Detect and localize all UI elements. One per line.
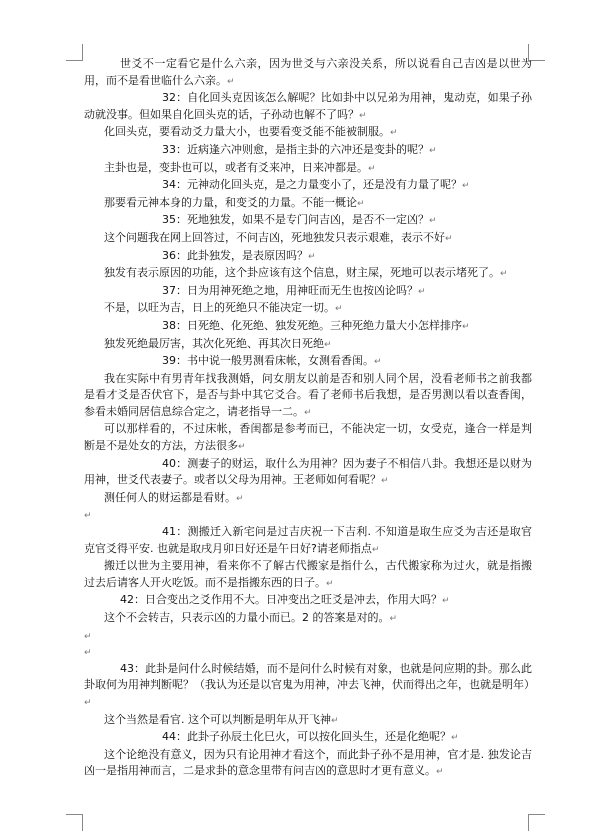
paragraph-return-mark: ↵ (324, 339, 332, 350)
paragraph-return-mark: ↵ (227, 76, 235, 87)
paragraph-return-mark: ↵ (445, 233, 453, 244)
paragraph (84, 456, 532, 490)
paragraph-return-mark: ↵ (331, 715, 339, 726)
paragraph-text: 33：近病逢六冲则愈，是指主卦的六冲还是变卦的呢？ (162, 142, 429, 156)
paragraph (84, 142, 532, 160)
paragraph-text: 这个问题我在网上回答过，不问吉凶，死地独发只表示艰难，表示不好 (104, 230, 445, 244)
paragraph-text: 34：元神动化回头克，是之力量变小了，还是没有力量了呢？ (162, 178, 462, 192)
paragraph (84, 421, 532, 455)
paragraph-return-mark: ↵ (451, 733, 459, 744)
paragraph-text: 41：测搬迁入新宅问是过吉庆祝一下吉利. 不知道是取生应爻为吉还是取官克官爻得平安. 也就是取戌月卯日好还是午日好?请老师指点 (84, 525, 532, 555)
paragraph-return-mark: ↵ (442, 596, 450, 607)
corner-crop-mark-bottom-left (66, 814, 83, 831)
paragraph (84, 283, 532, 301)
paragraph (84, 212, 532, 230)
paragraph-text: 这个当然是看官. 这个可以判断是明年从开飞神 (104, 712, 331, 726)
paragraph (84, 90, 532, 124)
paragraph-return-mark: ↵ (389, 614, 398, 624)
document-body (84, 56, 535, 781)
paragraph (84, 160, 532, 178)
paragraph-return-mark: ↵ (368, 163, 376, 174)
paragraph-return-mark: ↵ (429, 216, 437, 227)
paragraph-text: 这个论绝没有意义，因为只有论用神才看这个，而此卦子孙不是用神，官才是. 独发论吉凶一是指用神而言，二是求卦的意念里带有问吉凶的意思时才更有意义。 (84, 747, 532, 778)
paragraph-return-mark: ↵ (381, 476, 389, 487)
paragraph (84, 371, 532, 422)
paragraph (84, 300, 532, 318)
paragraph-text: 37：日为用神死绝之地，用神旺而无生也按凶论吗？ (162, 283, 418, 297)
paragraph-text: 35：死地独发，如果不是专门问吉凶，是否不一定凶？ (162, 213, 429, 227)
paragraph-text: 搬迁以世为主要用神，看来你不了解古代搬家是指什么，古代搬家称为过火，就是指搬过去后请客人开火吃饭。而不是指搬东西的日子。 (84, 559, 532, 589)
paragraph-return-mark: ↵ (335, 304, 343, 315)
paragraph (84, 747, 532, 781)
paragraph-return-mark: ↵ (84, 697, 92, 708)
paragraph-return-mark: ↵ (374, 357, 382, 368)
paragraph (84, 318, 532, 336)
paragraph-return-mark: ↵ (304, 407, 312, 418)
paragraph (84, 712, 532, 730)
paragraph (84, 265, 532, 283)
paragraph (84, 524, 532, 558)
paragraph (84, 661, 535, 712)
paragraph-text: 不是，以旺为吉，日上的死绝只不能决定一切。 (104, 301, 335, 315)
blank-line (84, 507, 532, 524)
paragraph-return-mark: ↵ (500, 269, 508, 280)
paragraph-return-mark: ↵ (429, 145, 437, 156)
paragraph-text: 39：书中说一般男测看床帐，女测看香闺。 (162, 354, 374, 368)
paragraph-text: 42：日合变出之爻作用不大。日冲变出之旺爻是冲去，作用大吗？ (120, 593, 442, 607)
paragraph-return-mark: ↵ (84, 631, 92, 642)
paragraph (84, 195, 532, 213)
paragraph (84, 729, 532, 747)
paragraph (84, 558, 532, 592)
paragraph-return-mark: ↵ (238, 442, 246, 453)
paragraph-text: 独发死绝最厉害，其次化死绝、再其次日死绝 (104, 336, 324, 350)
paragraph (84, 592, 532, 610)
paragraph-text: 这个不会转吉，只表示凶的力量小而已。2 的答案是对的。 (104, 611, 390, 624)
paragraph (84, 353, 532, 371)
paragraph-return-mark: ↵ (371, 544, 380, 555)
corner-crop-mark-bottom-right (528, 814, 545, 831)
paragraph-text: 32：自化回头克因该怎么解呢？比如卦中以兄弟为用神，鬼动克，如果子孙动就没事。但如果自化回头克的话，子孙动也解不了吗？ (84, 91, 532, 121)
paragraph-return-mark: ↵ (357, 198, 365, 209)
paragraph-return-mark: ↵ (326, 578, 334, 589)
paragraph-return-mark: ↵ (462, 321, 470, 332)
paragraph-text: 38：日死绝、化死绝、独发死绝。三种死绝力量大小怎样排序 (162, 318, 462, 332)
paragraph-text: 那要看元神本身的力量，和变爻的力量。不能一概论 (104, 195, 357, 209)
paragraph-return-mark: ↵ (390, 128, 398, 139)
paragraph (84, 490, 532, 508)
paragraph-text: 世爻不一定看它是什么六亲，因为世爻与六亲没关系，所以说看自己吉凶是以世为用，而不是看世临什么六亲。 (84, 57, 532, 87)
blank-line (84, 628, 532, 645)
blank-line (84, 644, 532, 661)
paragraph (84, 610, 532, 628)
paragraph-text: 44：此卦子孙辰土化巳火，可以按化回头生，还是化绝呢？ (162, 730, 451, 744)
paragraph (84, 124, 532, 142)
paragraph-text: 40：测妻子的财运，取什么为用神？因为妻子不相信八卦。我想还是以财为用神，世爻代表妻子。或者以父母为用神。王老师如何看呢？ (84, 456, 532, 487)
paragraph (84, 56, 532, 90)
paragraph-return-mark: ↵ (418, 286, 426, 297)
paragraph-text: 36：此卦独发，是表原因吗？ (162, 248, 308, 262)
paragraph-text: 独发有表示原因的功能，这个卦应该有这个信息，财主屎，死地可以表示堵死了。 (104, 266, 500, 280)
paragraph-text: 43：此卦是问什么时候结婚，而不是问什么时候有对象，也就是问应期的卦。那么此卦取何为用神判断呢？（我认为还是以官鬼为用神，冲去飞神，伏而得出之年，也就是明年） (84, 661, 535, 692)
paragraph-return-mark: ↵ (84, 648, 92, 659)
corner-crop-mark-top-left (66, 44, 83, 61)
paragraph (84, 248, 532, 266)
paragraph-return-mark: ↵ (308, 251, 316, 262)
paragraph-return-mark: ↵ (462, 181, 470, 192)
paragraph-text: 主卦也是，变卦也可以，或者有爻来冲，日来冲都是。 (104, 160, 368, 174)
paragraph-text: 化回头克，要看动爻力量大小，也要看变爻能不能被制服。 (104, 125, 390, 139)
paragraph-text: 可以那样看的，不过床帐，香闺都是参考而已，不能决定一切，女受克，逢合一样是判断是不是处女的方法，方法很多 (84, 422, 532, 453)
paragraph-return-mark: ↵ (236, 493, 244, 504)
paragraph (84, 336, 532, 354)
paragraph-text: 我在实际中有男青年找我测婚，问女朋友以前是否和别人同个居，没看老师书之前我都是看才爻是否伏官下，是否与卦中其它爻合。看了老师书后我想，是否男测以看以查香闺，参看未婚同居信息综合定之，请老指导一二。 (84, 371, 532, 418)
paragraph-text: 测任何人的财运都是看财。 (104, 490, 236, 504)
paragraph (84, 230, 532, 248)
paragraph-return-mark: ↵ (84, 511, 92, 522)
paragraph (84, 177, 532, 195)
paragraph-return-mark: ↵ (436, 767, 444, 778)
paragraph-return-mark: ↵ (359, 110, 367, 121)
